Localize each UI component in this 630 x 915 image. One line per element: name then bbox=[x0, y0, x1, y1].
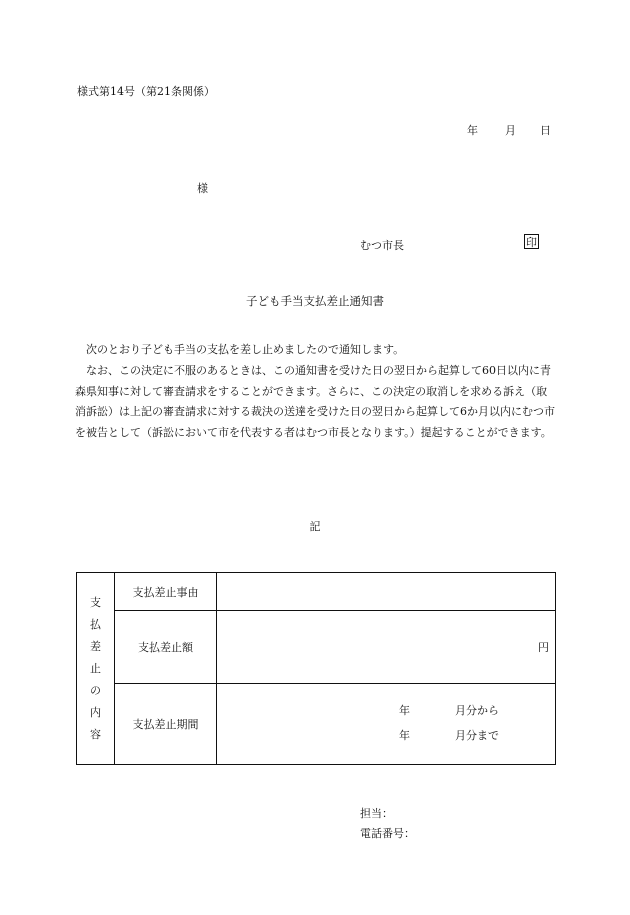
period-from bbox=[399, 704, 499, 718]
date-month: 月 bbox=[505, 124, 516, 137]
group-label-char: の bbox=[90, 683, 101, 697]
period-from-year: 年 bbox=[399, 704, 410, 717]
group-label-char: 容 bbox=[90, 727, 101, 741]
document-title: 子ども手当支払差止通知書 bbox=[246, 294, 384, 308]
period-to-year: 年 bbox=[399, 729, 410, 742]
group-label-char: 支 bbox=[90, 595, 101, 609]
phone-number: 電話番号： bbox=[360, 827, 415, 840]
sender-name: むつ市長 bbox=[360, 239, 404, 252]
period-to-month: 月分まで bbox=[455, 729, 499, 742]
body-paragraph-1: 次のとおり子ども手当の支払を差し止めましたので通知します。 bbox=[86, 343, 405, 356]
period-from-month: 月分から bbox=[455, 704, 499, 717]
reason-label: 支払差止事由 bbox=[115, 573, 217, 611]
reason-value bbox=[217, 573, 556, 611]
notice-body bbox=[75, 340, 555, 444]
seal-mark: 印 bbox=[526, 236, 537, 249]
body-paragraph-2: なお、この決定に不服のあるときは、この通知書を受けた日の翌日から起算して60日以内に青森県知事に対して審査請求をすることができます。さらに、この決定の取消しを求める訴え（取消訴訟）は上記の審査請求に対する裁決の送達を受けた日の翌日から起算して6か月以内にむつ市を被告として（訴訟において市を代表する者はむつ市長となります。）提起することができます。 bbox=[75, 363, 555, 440]
details-table bbox=[76, 572, 556, 765]
period-value bbox=[217, 684, 556, 765]
date-day: 日 bbox=[540, 124, 551, 137]
group-label-char: 払 bbox=[90, 617, 101, 631]
form-number: 様式第14号（第21条関係） bbox=[77, 85, 215, 98]
group-label-char: 止 bbox=[90, 661, 101, 675]
addressee-suffix: 様 bbox=[197, 182, 208, 195]
amount-label: 支払差止額 bbox=[115, 611, 217, 684]
period-label: 支払差止期間 bbox=[115, 684, 217, 765]
period-to bbox=[399, 729, 499, 743]
group-label bbox=[77, 596, 114, 742]
group-label-char: 内 bbox=[90, 705, 101, 719]
amount-unit: 円 bbox=[538, 641, 549, 654]
group-label-char: 差 bbox=[90, 639, 101, 653]
group-label-cell bbox=[77, 573, 115, 765]
person-in-charge: 担当： bbox=[360, 807, 393, 820]
ki-heading: 記 bbox=[309, 520, 321, 533]
amount-value bbox=[217, 611, 556, 684]
date-year: 年 bbox=[467, 124, 478, 137]
